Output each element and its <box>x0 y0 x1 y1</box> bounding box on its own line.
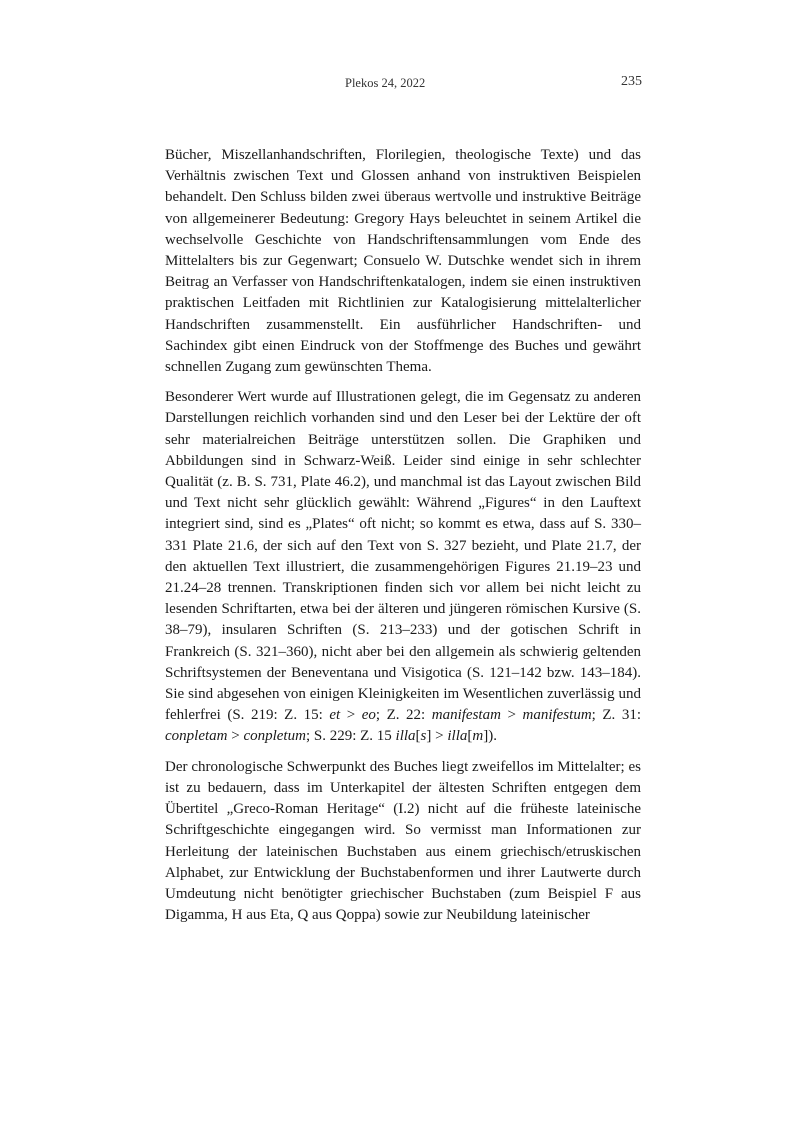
text-run: ]). <box>483 728 497 745</box>
text-run: ; S. 229: Z. 15 <box>305 728 396 745</box>
paragraph-1 <box>165 145 641 378</box>
text-run: Besonderer Wert wurde auf Illustrationen gelegt, die im Gegensatz zu anderen Darstellungen reichlich vorhanden sind und den Leser bei der Lektüre der oft sehr materialreichen Beiträge unterstützen sollen. Die Graphiken und Abbildungen sind in Schwarz-Weiß. Leider sind einige in sehr schlechter Qualität (z. B. S. 731, Plate 46.2), und manchmal ist das Layout zwischen Bild und Text nicht sehr glücklich gewählt: Während „Figures“ in den Lauftext integriert sind, sind es „Plates“ oft nicht; so kommt es etwa, dass auf S. 330–331 Plate 21.6, der sich auf den Text von S. 327 bezieht, und Plate 21.7, der den aktuellen Text illustriert, die zusammengehörigen Figures 21.19–23 und 21.24–28 trennen. Transkriptionen finden sich vor allem bei nicht leicht zu lesenden Schriftarten, etwa bei der älteren und jüngeren römischen Kursive (S. 38–79), insularen Schriften (S. 213–233) und der gotischen Schrift in Frankreich (S. 321–360), nicht aber bei den allgemein als schwierig geltenden Schriftsystemen der Beneventana und Visigotica (S. 121–142 bzw. 143–184). Sie sind abgesehen von einigen Kleinigkeiten im Wesentlichen zuverlässig und fehlerfrei (S. 219: Z. 15: <box>165 389 641 724</box>
paragraph-2 <box>165 387 641 747</box>
italic-text: eo <box>361 707 376 724</box>
italic-text: s <box>420 728 427 745</box>
running-header <box>0 76 799 92</box>
italic-text: manifestam <box>431 707 501 724</box>
italic-text: et <box>329 707 341 724</box>
italic-text: conpletum <box>243 728 306 745</box>
italic-text: m <box>472 728 484 745</box>
text-run: Der chronologische Schwerpunkt des Buches liegt zweifellos im Mittelalter; es ist zu bedauern, dass im Unterkapitel der ältesten Schriften entgegen dem Übertitel „Greco-Roman Heritage“ (I.2) nicht auf die früheste lateinische Schriftgeschichte eingegangen wird. So vermisst man Informationen zur Herleitung der lateinischen Buchstaben aus einem griechisch/etruskischen Alphabet, zur Entwicklung der Buchstabenformen und ihrer Lautwerte durch Umdeutung nicht benötigter griechischer Buchstaben (zum Beispiel F aus Digamma, H aus Eta, Q aus Qoppa) sowie zur Neubildung lateinischer <box>165 758 641 924</box>
text-run: Bücher, Miszellanhandschriften, Florilegien, theologische Texte) und das Verhältnis zwischen Text und Glossen anhand von instruktiven Beispielen behandelt. Den Schluss bilden zwei überaus wertvolle und instruktive Beiträge von allgemeinerer Bedeutung: Gregory Hays beleuchtet in seinem Artikel die wechselvolle Geschichte von Handschriftensammlungen vom Ende des Mittelalters bis zur Gegenwart; Consuelo W. Dutschke wendet sich in ihrem Beitrag an Verfasser von Handschriftenkatalogen, indem sie einen instruktiven praktischen Leitfaden mit Richtlinien zur Katalogisierung mittelalterlicher Handschriften zusammenstellt. Ein ausführlicher Handschriften- und Sachindex gibt einen Eindruck von der Stoffmenge des Buches und gewährt schnellen Zugang zum gewünschten Thema. <box>165 147 641 376</box>
italic-text: conpletam <box>165 728 228 745</box>
text-run: ] > <box>426 728 448 745</box>
italic-text: illa <box>395 728 416 745</box>
text-run: ; Z. 31: <box>591 707 641 724</box>
paragraph-3 <box>165 757 641 927</box>
text-run: > <box>227 728 244 745</box>
italic-text: manifestum <box>522 707 592 724</box>
text-run: > <box>500 707 523 724</box>
journal-title: Plekos 24, 2022 <box>345 76 426 90</box>
body-text <box>165 145 641 935</box>
italic-text: illa <box>447 728 468 745</box>
text-run: > <box>340 707 362 724</box>
page-number: 235 <box>621 74 642 89</box>
text-run: ; Z. 22: <box>375 707 432 724</box>
text-run: [ <box>415 728 421 745</box>
text-run: [ <box>467 728 473 745</box>
